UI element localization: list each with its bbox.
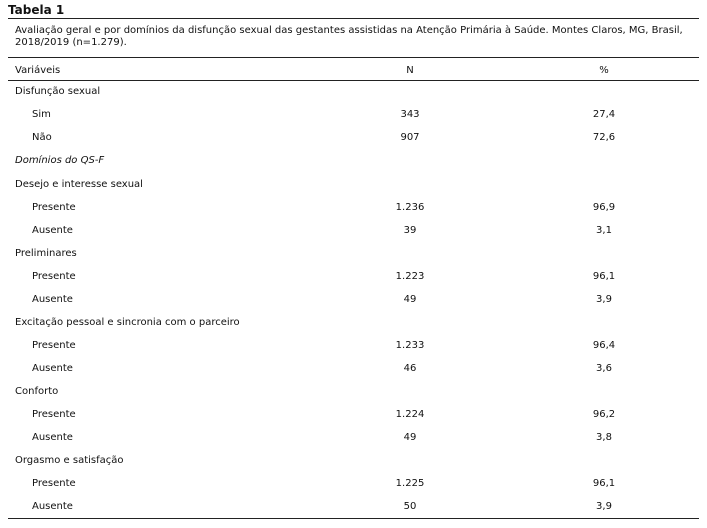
row-percent: 3,1 (596, 225, 612, 236)
row-percent: 3,9 (596, 294, 612, 305)
row-label: Ausente (32, 432, 73, 443)
row-percent: 96,1 (592, 478, 616, 489)
row-n: 907 (400, 132, 420, 143)
row-label: Ausente (32, 225, 73, 236)
table-row (0, 132, 707, 150)
row-percent: 3,8 (596, 432, 612, 443)
title-rule (8, 18, 699, 19)
row-n: 1.233 (395, 340, 425, 351)
header-n: N (406, 65, 414, 76)
row-label: Não (32, 132, 52, 143)
table-row (0, 225, 707, 243)
row-percent: 3,6 (596, 363, 612, 374)
table-row (0, 455, 707, 473)
row-percent: 72,6 (592, 132, 616, 143)
row-n: 39 (403, 225, 417, 236)
row-n: 343 (400, 109, 420, 120)
row-label: Excitação pessoal e sincronia com o parceiro (15, 317, 240, 328)
table-row (0, 501, 707, 519)
row-label: Desejo e interesse sexual (15, 179, 143, 190)
header-variable: Variáveis (15, 65, 61, 76)
row-label: Domínios do QS-F (15, 155, 105, 166)
row-n: 1.236 (395, 202, 425, 213)
table-row (0, 294, 707, 312)
row-label: Presente (32, 478, 76, 489)
row-n: 1.224 (395, 409, 425, 420)
row-label: Presente (32, 409, 76, 420)
table-row (0, 432, 707, 450)
table-row (0, 155, 707, 173)
header-percent: % (599, 65, 609, 76)
row-label: Sim (32, 109, 51, 120)
table-row (0, 248, 707, 266)
row-percent: 96,4 (592, 340, 616, 351)
row-percent: 3,9 (596, 501, 612, 512)
row-n: 50 (403, 501, 417, 512)
row-label: Conforto (15, 386, 59, 397)
table-row (0, 409, 707, 427)
row-n: 49 (403, 432, 417, 443)
table-row (0, 109, 707, 127)
table-row (0, 386, 707, 404)
row-label: Orgasmo e satisfação (15, 455, 124, 466)
table-row (0, 478, 707, 496)
table-bottom-rule (8, 518, 699, 519)
row-label: Ausente (32, 363, 73, 374)
header-bottom-rule (8, 80, 699, 81)
row-label: Presente (32, 271, 76, 282)
row-percent: 27,4 (592, 109, 616, 120)
table-row (0, 340, 707, 358)
table-row (0, 86, 707, 104)
table-title: Tabela 1 (8, 3, 65, 17)
table-caption: Avaliação geral e por domínios da disfunção sexual das gestantes assistidas na Atenção Primária à Saúde. Montes Claros, MG, Brasil, 2018/2019 (n=1.279). (15, 25, 683, 48)
row-n: 1.223 (395, 271, 425, 282)
table-row (0, 271, 707, 289)
row-n: 49 (403, 294, 417, 305)
header-top-rule (8, 57, 699, 58)
table-row (0, 179, 707, 197)
table-row (0, 363, 707, 381)
row-n: 1.225 (395, 478, 425, 489)
table-row (0, 202, 707, 220)
row-label: Presente (32, 202, 76, 213)
row-label: Preliminares (15, 248, 77, 259)
row-label: Presente (32, 340, 76, 351)
row-percent: 96,2 (592, 409, 616, 420)
row-percent: 96,1 (592, 271, 616, 282)
row-label: Disfunção sexual (15, 86, 101, 97)
table-row (0, 317, 707, 335)
row-label: Ausente (32, 294, 73, 305)
row-n: 46 (403, 363, 417, 374)
row-label: Ausente (32, 501, 73, 512)
row-percent: 96,9 (592, 202, 616, 213)
